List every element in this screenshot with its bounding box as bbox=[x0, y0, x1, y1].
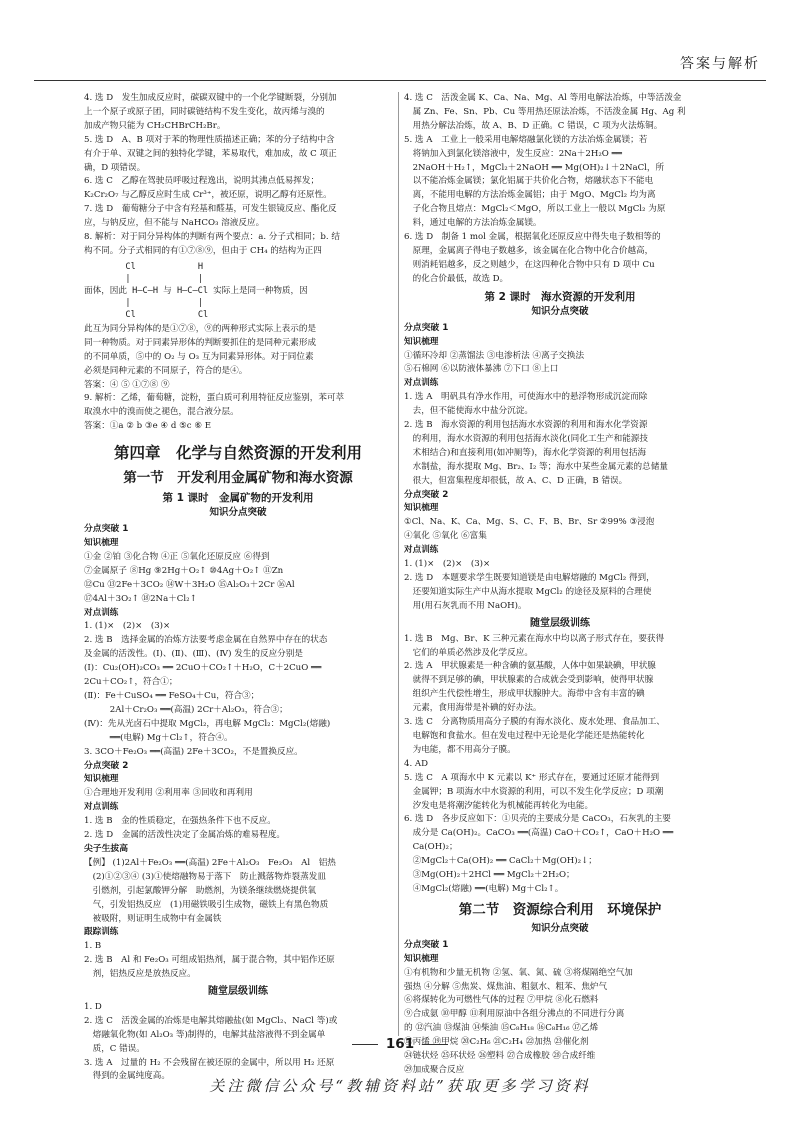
text-line: ①有机物和少量无机物 ②氢、氧、氮、硫 ③将煤隔绝空气加 bbox=[404, 967, 633, 978]
text-line: 成分是 Ca(OH)₂。CaCO₃ ══(高温) CaO＋CO₂↑，CaO＋H₂O ══ bbox=[404, 828, 674, 839]
text-line: 的不同单质，⑤中的 O₂ 与 O₃ 互为同素异形体。对于同位素 bbox=[84, 351, 314, 362]
text-line: 3. 选 C 分离物质用高分子膜的有海水淡化、废水处理、食品加工、 bbox=[404, 717, 665, 728]
point-breakthrough-heading: 分点突破 1 bbox=[84, 524, 129, 535]
text-line: ㉙加成聚合反应 bbox=[404, 1065, 465, 1075]
text-line: ②MgCl₂＋Ca(OH)₂ ══ CaCl₂＋Mg(OH)₂↓； bbox=[404, 856, 597, 867]
text-line: 确，D 项错误。 bbox=[84, 162, 146, 173]
text-line: 的 ⑫汽油 ⑬煤油 ⑭柴油 ⑮C₈H₁₈ ⑯C₈H₁₆ ⑰乙烯 bbox=[404, 1023, 599, 1034]
page-number-dash-left bbox=[352, 1044, 378, 1045]
text-line: 及金属的活泼性。(Ⅰ)、(Ⅱ)、(Ⅲ)、(Ⅳ) 发生的反应分别是 bbox=[84, 649, 303, 660]
resources-knowledge-heading: 知识梳理 bbox=[404, 953, 439, 964]
header-rule bbox=[34, 80, 766, 81]
text-line: ⑨合成氨 ⑩甲醇 ⑪利用原油中各组分沸点的不同进行分离 bbox=[404, 1009, 625, 1020]
text-line: 去，但不能使海水中盐分沉淀。 bbox=[404, 406, 533, 417]
text-line: 上一个原子或原子团，同时碳链结构不发生变化，故丙烯与溴的 bbox=[84, 106, 325, 117]
text-line: (Ⅱ)：Fe＋CuSO₄ ══ FeSO₄＋Cu，符合③； bbox=[84, 691, 260, 701]
targeted-training-heading: 对点训练 bbox=[84, 607, 119, 618]
text-line: ⑰4Al＋3O₂↑ ⑱2Na＋Cl₂↑ bbox=[84, 593, 197, 604]
knowledge-points-title: 知识分点突破 bbox=[209, 507, 267, 519]
text-line: 属 Zn、Fe、Sn、Pb、Cu 等用热还原法冶炼，不活泼金属 Hg、Ag 利 bbox=[404, 106, 686, 117]
text-line: 1. D bbox=[84, 1001, 102, 1012]
text-line: (Ⅳ)：先从光卤石中提取 MgCl₂，再电解 MgCl₂：MgCl₂(熔融) bbox=[84, 718, 331, 729]
right-column bbox=[404, 92, 716, 1078]
resources-point-1-heading: 分点突破 1 bbox=[404, 939, 449, 950]
text-line: ㉔链状烃 ㉕环状烃 ㉖塑料 ㉗合成橡胶 ㉘合成纤维 bbox=[404, 1051, 596, 1062]
text-line: 7. 选 D 葡萄糖分子中含有羟基和醛基，可发生银镜反应、酯化反 bbox=[84, 204, 337, 215]
left-intro-answers bbox=[84, 92, 392, 259]
text-line: 2. 选 C 活泼金属的冶炼是电解其熔融盐(如 MgCl₂、NaCl 等)或 bbox=[84, 1015, 338, 1026]
text-line: ④MgCl₂(熔融) ══(电解) Mg＋Cl₂↑。 bbox=[404, 883, 564, 894]
text-line: 6. 选 D 各步反应如下：①贝壳的主要成分是 CaCO₃，石灰乳的主要 bbox=[404, 814, 671, 825]
text-line: 为电能，都不用高分子膜。 bbox=[404, 744, 516, 755]
follow-up-training-answers bbox=[84, 940, 392, 982]
text-line: 熔融氧化物(如 Al₂O₃ 等)制得的，电解其盐溶液得不到金属单 bbox=[84, 1029, 326, 1040]
right-top-answers bbox=[404, 92, 716, 287]
text-line: K₂Cr₂O₇ 与乙醇反应时生成 Cr³⁺，被还原，说明乙醇有还原性。 bbox=[84, 190, 332, 201]
text-line: 汐发电是将潮汐能转化为机械能再转化为电能。 bbox=[404, 800, 594, 811]
text-line: 答案：①a ② b ③e ④ d ⑤c ⑥ E bbox=[84, 421, 212, 432]
knowledge-points-3-title: 知识分点突破 bbox=[531, 922, 589, 934]
text-line: 的利用，海水水资源的利用包括海水淡化(同化工生产和能源技 bbox=[404, 433, 648, 444]
text-line: 就得不到足够的碘，甲状腺素的合成就会受到影响，使得甲状腺 bbox=[404, 675, 654, 686]
seawater-point-1-heading: 分点突破 1 bbox=[404, 322, 449, 333]
text-line: 必须是同种元素的不同原子，符合的是④。 bbox=[84, 365, 248, 376]
column-divider bbox=[398, 92, 399, 1036]
chapter-title: 第四章 化学与自然资源的开发利用 bbox=[113, 444, 362, 463]
seawater-in-class-heading: 随堂层级训练 bbox=[530, 617, 590, 629]
seawater-knowledge-2-answers bbox=[404, 516, 716, 544]
seawater-training-2-answers bbox=[404, 558, 716, 614]
left-column bbox=[84, 92, 392, 1084]
knowledge-review-2-heading: 知识梳理 bbox=[84, 774, 119, 785]
knowledge-review-answers bbox=[84, 551, 392, 607]
text-line: 质，C 错误。 bbox=[84, 1043, 145, 1054]
text-line: 2Cu＋CO₂↑，符合①； bbox=[84, 677, 178, 688]
text-line: ⑫Cu ⑬2Fe＋3CO₂ ⑭W＋3H₂O ⑮Al₂O₃＋2Cr ⑯Al bbox=[84, 579, 295, 590]
seawater-point-2-heading: 分点突破 2 bbox=[404, 489, 449, 500]
text-line: (2)①②③④ (3)①使熔融物易于落下 防止溅落物炸裂蒸发皿 bbox=[84, 871, 326, 882]
text-line: 引燃剂，引起氯酸钾分解 助燃剂，为镁条继续燃烧提供氧 bbox=[84, 885, 317, 896]
seawater-in-class-answers bbox=[404, 633, 716, 897]
point-breakthrough-2-heading: 分点突破 2 bbox=[84, 760, 129, 771]
text-line: 剂，铝热反应是放热反应。 bbox=[84, 969, 196, 980]
text-line: 答案：④ ⑤ ①⑦⑧ ⑨ bbox=[84, 379, 170, 390]
text-line: 2NaOH＋H₂↑，MgCl₂＋2NaOH ══ Mg(OH)₂↓＋2NaCl，所 bbox=[404, 162, 665, 173]
text-line: ①Cl、Na、K、Ca、Mg、S、C、F、B、Br、Sr ②99% ③浸泡 bbox=[404, 517, 655, 528]
text-line: ④氧化 ⑤氧化 ⑥富集 bbox=[404, 531, 487, 542]
text-line: 【例】 (1)2Al＋Fe₂O₃ ══(高温) 2Fe＋Al₂O₃ Fe₂O₃ Al 铝热 bbox=[84, 857, 336, 868]
text-line: 气，引发铝热反应 (1)用磁铁吸引生成物，磁铁上有黑色物质 bbox=[84, 899, 329, 910]
text-line: 术相结合)和直接利用(如冲厕等)，海水化学资源的利用包括海 bbox=[404, 447, 647, 458]
text-line: Ca(OH)₂； bbox=[404, 842, 458, 853]
text-line: 料，通过电解的方法冶炼金属镁。 bbox=[404, 218, 542, 229]
text-line: 有介于单、双键之间的独特化学键，苯易取代，难加成，故 C 项正 bbox=[84, 148, 337, 159]
seawater-knowledge-answers bbox=[404, 350, 716, 378]
footer-note: 关注微信公众号“教辅资料站”获取更多学习资料 bbox=[209, 1077, 591, 1095]
seawater-training-heading: 对点训练 bbox=[404, 378, 439, 389]
text-line: 5. 选 C A 项海水中 K 元素以 K⁺ 形式存在，要通过还原才能得到 bbox=[404, 772, 660, 783]
targeted-training-2-answers bbox=[84, 815, 392, 843]
text-line: 6. 选 D 制备 1 mol 金属，根据氧化还原反应中得失电子数相等的 bbox=[404, 232, 661, 243]
page-number: 161 bbox=[0, 1038, 800, 1052]
knowledge-review-heading: 知识梳理 bbox=[84, 538, 119, 549]
text-line: 取溴水中的溴而使之褪色，混合液分层。 bbox=[84, 407, 239, 418]
text-line: ①循环冷却 ②蒸馏法 ③电渗析法 ④离子交换法 bbox=[404, 350, 585, 361]
text-line: 以不能冶炼金属镁；氯化铝属于共价化合物，熔融状态下不能电 bbox=[404, 176, 654, 187]
text-line: 1. 选 A 明矾具有净水作用，可使海水中的悬浮物形成沉淀而除 bbox=[404, 392, 648, 403]
text-line: 被吸附，则证明生成物中有金属铁 bbox=[84, 913, 222, 924]
text-line: 2. 选 A 甲状腺素是一种含碘的氨基酸，人体中如果缺碘，甲状腺 bbox=[404, 661, 656, 672]
text-line: 1. 选 B 金的性质稳定，在强热条件下也不反应。 bbox=[84, 816, 276, 827]
text-line: 6. 选 C 乙醇在驾驶员呼吸过程逸出，说明其沸点低易挥发； bbox=[84, 176, 320, 187]
text-line: 原理，金属离子得电子数越多，该金属在化合物中化合价越高， bbox=[404, 245, 654, 256]
text-line: 组织产生代偿性增生，形成甲状腺肿大。海带中含有丰富的碘 bbox=[404, 689, 645, 700]
text-line: ①金 ②铂 ③化合物 ④正 ⑤氧化还原反应 ⑥得到 bbox=[84, 551, 270, 562]
targeted-training-answers bbox=[84, 620, 392, 759]
text-line: 此互为同分异构体的是①⑦⑧，⑨的两种形式实际上表示的是 bbox=[84, 323, 317, 334]
resources-knowledge-answers bbox=[404, 967, 716, 1078]
text-line: 电解饱和食盐水。但在发电过程中无论是化学能还是热能转化 bbox=[404, 730, 645, 741]
seawater-training-answers bbox=[404, 391, 716, 488]
text-line: 2. 选 D 金属的活泼性决定了金属冶炼的难易程度。 bbox=[84, 830, 286, 841]
text-line: 构不同。分子式相同的有①⑦⑧⑨，但由于 CH₄ 的结构为正四 bbox=[84, 245, 322, 256]
text-line: 2. 选 B 海水资源的利用包括海水水资源的利用和海水化学资源 bbox=[404, 420, 648, 431]
text-line: 4. AD bbox=[404, 758, 429, 769]
text-line: 的化合价最低，故选 D。 bbox=[404, 273, 509, 284]
section-title: 第一节 开发利用金属矿物和海水资源 bbox=[123, 470, 353, 487]
text-line: 用(用石灰乳而不用 NaOH)。 bbox=[404, 600, 527, 611]
text-line: 2Al＋Cr₂O₃ ══(高温) 2Cr＋Al₂O₃，符合③； bbox=[84, 704, 288, 715]
text-line: 加成产物只能为 CH₂CHBrCH₂Br。 bbox=[84, 120, 226, 131]
text-line: (Ⅰ)：Cu₂(OH)₂CO₃ ══ 2CuO＋CO₂↑＋H₂O，C＋2CuO ══ bbox=[84, 663, 322, 674]
text-line: 1. B bbox=[84, 941, 102, 952]
text-line: ⑦金属原子 ⑧Hg ⑨2Hg＋O₂↑ ⑩4Ag＋O₂↑ ⑪Zn bbox=[84, 565, 284, 576]
text-line: 5. 选 A 工业上一般采用电解熔融氯化镁的方法冶炼金属镁；若 bbox=[404, 134, 648, 145]
text-line: 将钠加入到氯化镁溶液中，发生反应：2Na＋2H₂O ══ bbox=[404, 148, 622, 159]
knowledge-review-2-answers: ①合理地开发利用 ②利用率 ③回收和再利用 bbox=[84, 788, 253, 799]
text-line: ⑱丙烯 ⑲甲烷 ⑳C₂H₆ ㉑C₂H₄ ㉒加热 ㉓催化剂 bbox=[404, 1037, 589, 1048]
targeted-training-2-heading: 对点训练 bbox=[84, 802, 119, 813]
lesson-2-title: 第 2 课时 海水资源的开发利用 bbox=[484, 290, 636, 303]
text-line: 离，不能用电解的方法冶炼金属铝；由于 MgO、MgCl₂ 均为离 bbox=[404, 190, 656, 201]
text-line: 金属钾；B 项海水中水资源的利用，可以不发生化学反应；D 项潮 bbox=[404, 786, 664, 797]
text-line: 4. 选 C 活泼金属 K、Ca、Na、Mg、Al 等用电解法冶炼，中等活泼金 bbox=[404, 93, 682, 103]
text-line: 还要知道实际生产中从海水提取 MgCl₂ 的途径及原料的合理使 bbox=[404, 586, 652, 597]
text-line: 很大，但富集程度却很低，故 A、C、D 正确，B 错误。 bbox=[404, 475, 628, 486]
methane-structure-formula: Cl H | | 面体，因此 H—C—H 与 H—C—Cl 实际上是同一种物质，因 | | Cl Cl bbox=[84, 261, 308, 320]
text-line: ⑥将煤转化为可燃性气体的过程 ⑦甲烷 ⑧化石燃料 bbox=[404, 995, 599, 1006]
text-line: ══(电解) Mg＋Cl₂↑，符合④。 bbox=[84, 732, 233, 743]
text-line: 应，与钠反应，但不能与 NaHCO₃ 溶液反应。 bbox=[84, 218, 265, 229]
text-line: ⑤石棉网 ⑥以防液体暴沸 ⑦下口 ⑧上口 bbox=[404, 364, 559, 375]
text-line: 9. 解析：乙烯，葡萄糖，淀粉，蛋白质可利用特征反应鉴别，苯可萃 bbox=[84, 393, 345, 404]
seawater-knowledge-2-heading: 知识梳理 bbox=[404, 503, 439, 514]
text-line: 1. 选 B Mg、Br、K 三种元素在海水中均以离子形式存在，要获得 bbox=[404, 633, 665, 644]
text-line: 2. 选 D 本题要求学生既要知道镁是由电解熔融的 MgCl₂ 得到， bbox=[404, 573, 655, 583]
follow-up-training-heading: 跟踪训练 bbox=[84, 927, 119, 938]
text-line: 4. 选 D 发生加成反应时，碳碳双键中的一个化学键断裂，分别加 bbox=[84, 93, 337, 103]
seawater-knowledge-heading: 知识梳理 bbox=[404, 336, 439, 347]
left-mid-answers bbox=[84, 323, 392, 434]
text-line: 1. (1)× (2)× (3)× bbox=[84, 621, 171, 632]
text-line: 8. 解析：对于同分异构体的判断有两个要点：a. 分子式相同；b. 结 bbox=[84, 232, 340, 243]
text-line: 子化合物且熔点：MgCl₂＜MgO，所以工业上一般以 MgCl₂ 为原 bbox=[404, 204, 666, 215]
text-line: 1. (1)× (2)× (3)× bbox=[404, 559, 491, 570]
text-line: 强热 ④分解 ⑤焦炭、煤焦油、粗氨水、粗苯、焦炉气 bbox=[404, 981, 608, 992]
text-line: 2. 选 B 选择金属的冶炼方法要考虑金属在自然界中存在的状态 bbox=[84, 635, 328, 646]
text-line: 得到的金属纯度高。 bbox=[84, 1071, 170, 1082]
top-student-heading: 尖子生拔高 bbox=[84, 843, 128, 854]
example-answers bbox=[84, 857, 392, 927]
text-line: 水制盐，海水提取 Mg、Br₂、I₂ 等；海水中某些金属元素的总储量 bbox=[404, 461, 668, 472]
text-line: 它们的单质必然涉及化学反应。 bbox=[404, 647, 533, 658]
text-line: 用热分解法冶炼，故 A、B、D 正确。C 错误，C 项为火法炼铜。 bbox=[404, 120, 663, 131]
text-line: 3. 选 A 过量的 H₂ 不会残留在被还原的金属中，所以用 H₂ 还原 bbox=[84, 1057, 335, 1068]
text-line: ③Mg(OH)₂＋2HCl ══ MgCl₂＋2H₂O； bbox=[404, 870, 575, 881]
text-line: 5. 选 D A、B 项对于苯的物理性质描述正确；苯的分子结构中含 bbox=[84, 134, 335, 145]
section-2-title: 第二节 资源综合利用 环境保护 bbox=[458, 901, 662, 918]
page-number-dash-right bbox=[422, 1044, 448, 1045]
text-line: 则消耗铝越多，反之则越少，在这四种化合物中只有 D 项中 Cu bbox=[404, 259, 655, 270]
text-line: 元素，食用海带是补碘的好办法。 bbox=[404, 703, 542, 714]
header-title: 答案与解析 bbox=[680, 56, 760, 72]
lesson-title: 第 1 课时 金属矿物的开发利用 bbox=[162, 492, 314, 505]
text-line: 同一种物质。对于同素异形体的判断要抓住的是同种元素形成 bbox=[84, 337, 317, 348]
text-line: 3. 3CO＋Fe₂O₃ ══(高温) 2Fe＋3CO₂，不是置换反应。 bbox=[84, 746, 303, 757]
text-line: 2. 选 B Al 和 Fe₂O₃ 可组成铝热剂，属于混合物，其中铝作还原 bbox=[84, 955, 335, 966]
knowledge-points-2-title: 知识分点突破 bbox=[531, 305, 589, 317]
in-class-training-heading: 随堂层级训练 bbox=[208, 986, 268, 998]
seawater-training-2-heading: 对点训练 bbox=[404, 545, 439, 556]
